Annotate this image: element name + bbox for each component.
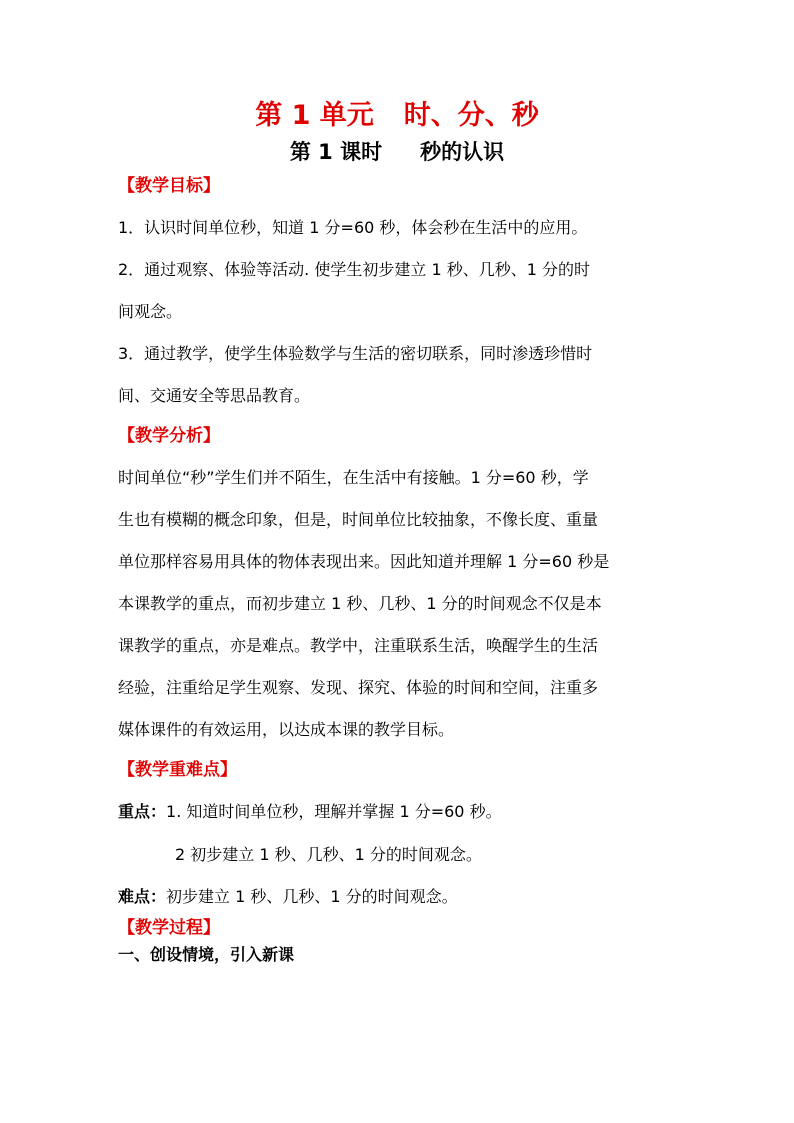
keypoints-heading: 【教学重难点】 xyxy=(118,760,237,780)
lesson-title-topic: 秒的认识 xyxy=(420,140,505,164)
analysis-line: 课教学的重点，亦是难点。教学中，注重联系生活，唤醒学生的生活 xyxy=(118,636,599,655)
difficult-point-label: 难点： xyxy=(118,887,167,906)
lesson-title-number: 第 1 课时 xyxy=(289,140,383,164)
unit-title xyxy=(0,96,794,136)
process-heading: 【教学过程】 xyxy=(118,918,220,938)
objectives-line: 2．通过观察、体验等活动. 使学生初步建立 1 秒、几秒、1 分的时 xyxy=(118,260,590,279)
key-point-text: 1. 知道时间单位秒，理解并掌握 1 分=60 秒。 xyxy=(166,802,502,821)
objectives-line: 1．认识时间单位秒，知道 1 分=60 秒，体会秒在生活中的应用。 xyxy=(118,218,588,237)
analysis-line: 本课教学的重点，而初步建立 1 秒、几秒、1 分的时间观念不仅是本 xyxy=(118,594,602,613)
difficult-point-line xyxy=(118,885,458,909)
key-point-line xyxy=(118,800,502,824)
process-step-1: 一、创设情境，引入新课 xyxy=(118,945,295,964)
objectives-line: 3．通过教学，使学生体验数学与生活的密切联系，同时渗透珍惜时 xyxy=(118,344,593,363)
lesson-title xyxy=(0,136,794,168)
objectives-line: 间、交通安全等思品教育。 xyxy=(118,386,311,405)
analysis-line: 经验，注重给足学生观察、发现、探究、体验的时间和空间，注重多 xyxy=(118,678,599,697)
key-point-label: 重点： xyxy=(118,802,167,821)
analysis-line: 生也有模糊的概念印象，但是，时间单位比较抽象，不像长度、重量 xyxy=(118,510,599,529)
difficult-point-text: 初步建立 1 秒、几秒、1 分的时间观念。 xyxy=(166,887,458,906)
analysis-heading: 【教学分析】 xyxy=(118,426,220,446)
analysis-line: 单位那样容易用具体的物体表现出来。因此知道并理解 1 分=60 秒是 xyxy=(118,552,610,571)
objectives-heading: 【教学目标】 xyxy=(118,176,220,196)
key-point-line-2: 2 初步建立 1 秒、几秒、1 分的时间观念。 xyxy=(175,845,482,864)
objectives-line: 间观念。 xyxy=(118,302,183,321)
analysis-line: 时间单位“秒”学生们并不陌生，在生活中有接触。1 分=60 秒，学 xyxy=(118,468,589,487)
analysis-line: 媒体课件的有效运用，以达成本课的教学目标。 xyxy=(118,720,455,739)
unit-title-topic: 时、分、秒 xyxy=(403,100,539,131)
unit-title-number: 第 1 单元 xyxy=(255,100,374,131)
